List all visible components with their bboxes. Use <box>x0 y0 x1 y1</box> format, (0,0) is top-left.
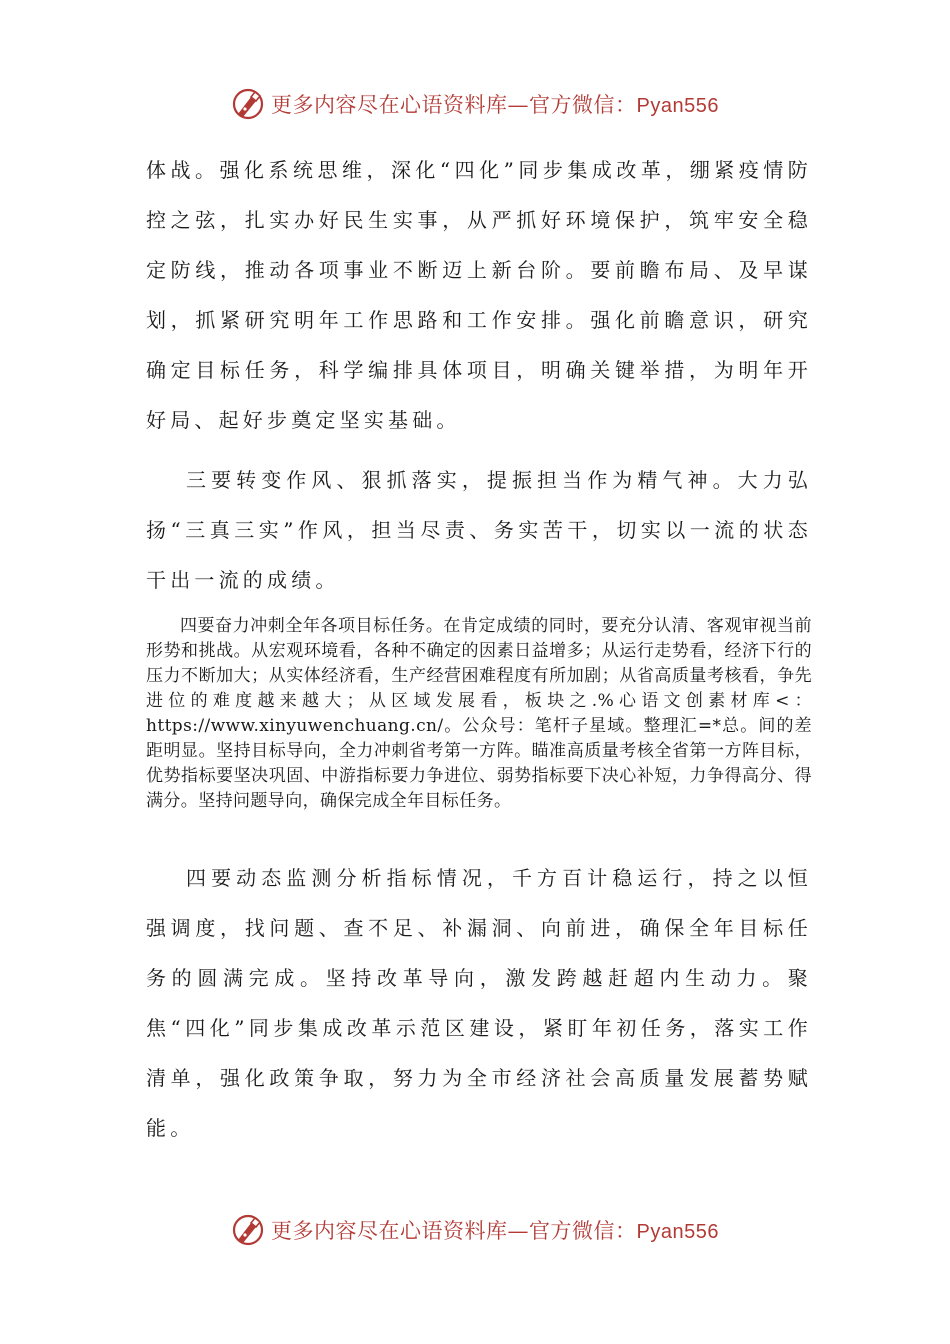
footer-banner <box>0 1210 950 1250</box>
footer-banner-text <box>271 1215 719 1245</box>
body-paragraph-1: 体战。强化系统思维，深化“四化”同步集成改革，绷紧疫情防控之弦，扎实办好民生实事，从严抓好环境保护，筑牢安全稳定防线，推动各项事业不断迈上新台阶。要前瞻布局、及早谋划，抓紧研究明年工作思路和工作安排。强化前瞻意识，研究确定目标任务，科学编排具体项目，明确关键举措，为明年开好局、起好步奠定坚实基础。 <box>146 158 812 432</box>
header-banner <box>0 84 950 124</box>
pen-nib-logo-icon <box>231 1213 265 1247</box>
body-paragraph-4: 四要动态监测分析指标情况，千方百计稳运行，持之以恒强调度，找问题、查不足、补漏洞、向前进，确保全年目标任务的圆满完成。坚持改革导向，激发跨越赶超内生动力。聚焦“四化”同步集成改革示范区建设，紧盯年初任务，落实工作清单，强化政策争取，努力为全市经济社会高质量发展蓄势赋能。 <box>146 866 812 1140</box>
body-paragraph-3: 四要奋力冲刺全年各项目标任务。在肯定成绩的同时，要充分认清、客观审视当前形势和挑战。从宏观环境看，各种不确定的因素日益增多；从运行走势看，经济下行的压力不断加大；从实体经济看，生产经营困难程度有所加剧；从省高质量考核看，争先进位的难度越来越大；从区域发展看，板块之.%心语文创素材库<：https://www.xinyuwenchuang.cn/。公众号：笔杆子星域。整理汇=*总。间的差距明显。坚持目标导向，全力冲刺省考第一方阵。瞄准高质量考核全省第一方阵目标，优势指标要坚决巩固、中游指标要力争进位、弱势指标要下决心补短，力争得高分、得满分。坚持问题导向，确保完成全年目标任务。 <box>146 616 812 811</box>
pen-nib-logo-icon <box>231 87 265 121</box>
footer-banner-prefix: 更多内容尽在心语资料库—官方微信： <box>271 1219 637 1243</box>
header-banner-brand: Pyan556 <box>636 95 719 117</box>
footer-banner-brand: Pyan556 <box>636 1221 719 1243</box>
header-banner-prefix: 更多内容尽在心语资料库—官方微信： <box>271 93 637 117</box>
body-paragraph-2: 三要转变作风、狠抓落实，提振担当作为精气神。大力弘扬“三真三实”作风，担当尽责、务实苦干，切实以一流的状态干出一流的成绩。 <box>146 468 812 592</box>
header-banner-text <box>271 89 719 119</box>
